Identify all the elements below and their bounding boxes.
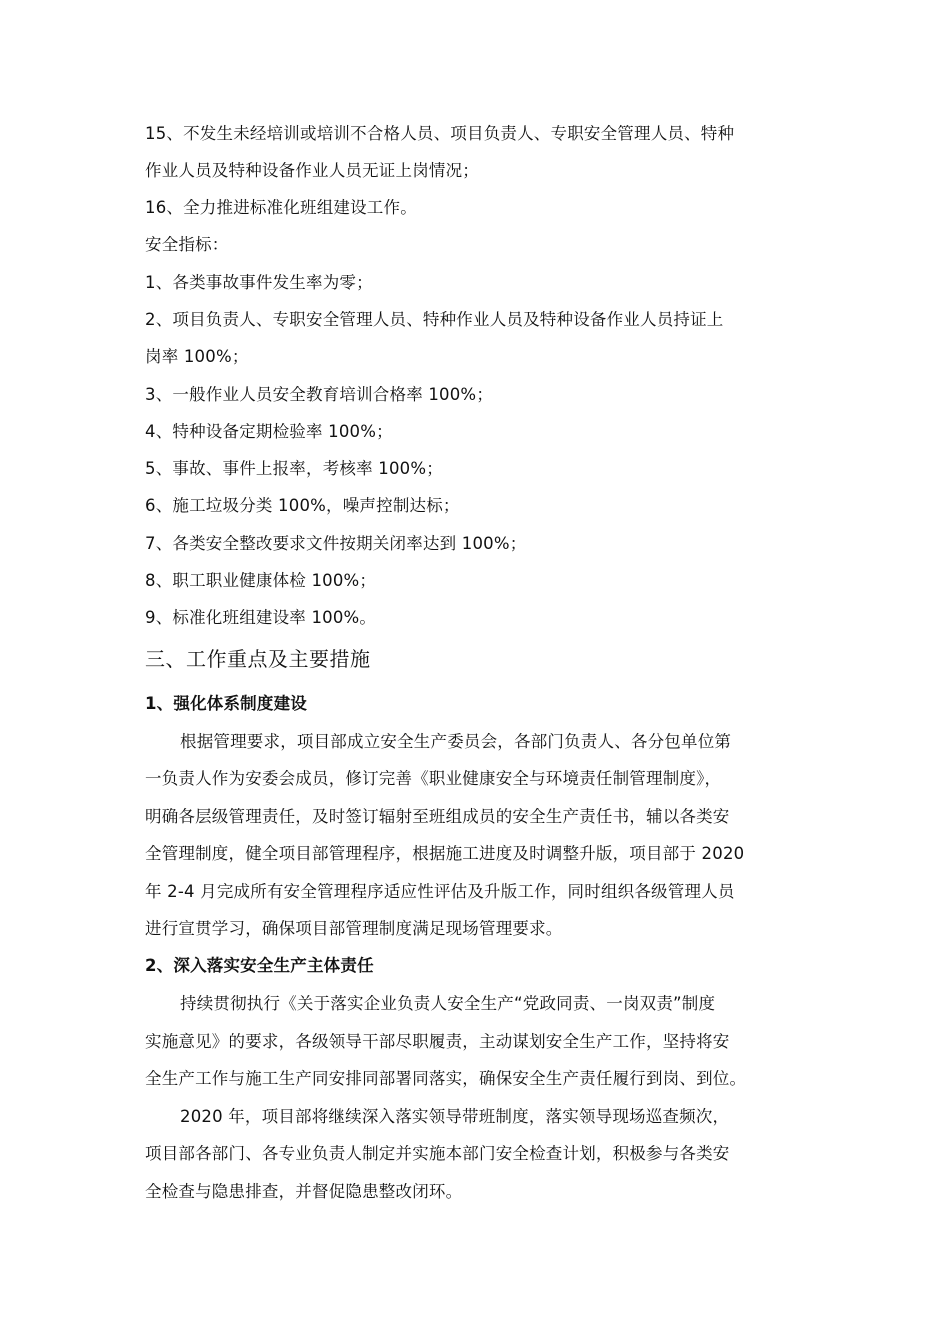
text-line: 1、各类事故事件发生率为零； xyxy=(145,273,373,292)
text-line: 3、一般作业人员安全教育培训合格率 100%； xyxy=(145,385,494,404)
paragraph-line: 全管理制度，健全项目部管理程序，根据施工进度及时调整升版，项目部于 2020 xyxy=(145,844,745,863)
section-heading: 三、工作重点及主要措施 xyxy=(145,647,371,671)
subsection-title: 2、深入落实安全生产主体责任 xyxy=(145,956,374,975)
paragraph-line: 全生产工作与施工生产同安排同部署同落实，确保安全生产责任履行到岗、到位。 xyxy=(145,1069,747,1088)
paragraph-line: 持续贯彻执行《关于落实企业负责人安全生产“党政同责、一岗双责”制度 xyxy=(180,994,716,1013)
paragraph-line: 项目部各部门、各专业负责人制定并实施本部门安全检查计划，积极参与各类安 xyxy=(145,1144,730,1163)
text-line: 4、特种设备定期检验率 100%； xyxy=(145,422,393,441)
text-line: 9、标准化班组建设率 100%。 xyxy=(145,608,377,627)
text-line: 15、不发生未经培训或培训不合格人员、项目负责人、专职安全管理人员、特种 xyxy=(145,124,735,143)
text-line: 2、项目负责人、专职安全管理人员、特种作业人员及特种设备作业人员持证上 xyxy=(145,310,724,329)
text-line: 7、各类安全整改要求文件按期关闭率达到 100%； xyxy=(145,534,527,553)
paragraph-line: 全检查与隐患排查，并督促隐患整改闭环。 xyxy=(145,1182,463,1201)
paragraph-line: 明确各层级管理责任，及时签订辐射至班组成员的安全生产责任书，辅以各类安 xyxy=(145,807,730,826)
text-line: 5、事故、事件上报率，考核率 100%； xyxy=(145,459,443,478)
paragraph-line: 2020 年，项目部将继续深入落实领导带班制度，落实领导现场巡查频次， xyxy=(180,1107,730,1126)
text-line: 16、全力推进标准化班组建设工作。 xyxy=(145,198,417,217)
text-line: 安全指标： xyxy=(145,235,229,254)
paragraph-line: 年 2-4 月完成所有安全管理程序适应性评估及升版工作，同时组织各级管理人员 xyxy=(145,882,735,901)
text-line: 8、职工职业健康体检 100%； xyxy=(145,571,377,590)
paragraph-line: 进行宣贯学习，确保项目部管理制度满足现场管理要求。 xyxy=(145,919,563,938)
subsection-title: 1、强化体系制度建设 xyxy=(145,694,307,713)
paragraph-line: 根据管理要求，项目部成立安全生产委员会，各部门负责人、各分包单位第 xyxy=(180,732,732,751)
paragraph-line: 实施意见》的要求，各级领导干部尽职履责，主动谋划安全生产工作，坚持将安 xyxy=(145,1032,730,1051)
text-line: 6、施工垃圾分类 100%，噪声控制达标； xyxy=(145,496,460,515)
text-line: 岗率 100%； xyxy=(145,347,249,366)
paragraph-line: 一负责人作为安委会成员，修订完善《职业健康安全与环境责任制管理制度》， xyxy=(145,769,722,788)
text-line: 作业人员及特种设备作业人员无证上岗情况； xyxy=(145,161,479,180)
